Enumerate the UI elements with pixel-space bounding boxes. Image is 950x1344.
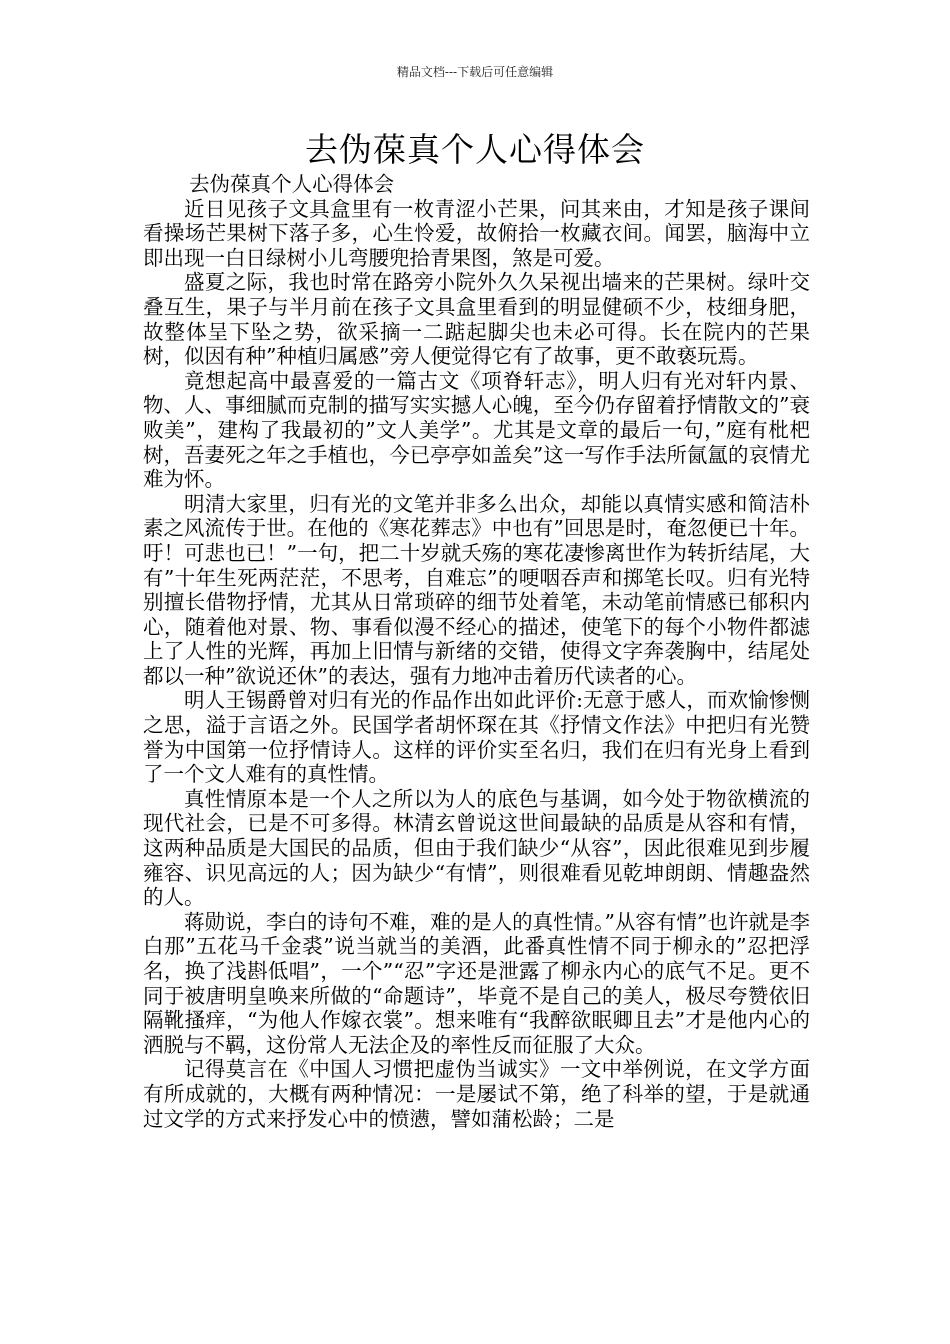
paragraph-1: 近日见孩子文具盒里有一枚青涩小芒果，问其来由，才知是孩子课间看操场芒果树下落子多，心生怜爱，故俯拾一枚藏衣间。闻罢，脑海中立即出现一白日绿树小儿弯腰兜拾青果图，煞是可爱。 xyxy=(143,196,810,270)
paragraph-7: 蒋勋说，李白的诗句不难，难的是人的真性情。”从容有情”也许就是李白那”五花马千金裘”说当就当的美酒，此番真性情不同于柳永的”忍把浮名，换了浅斟低唱”，一个”“忍”字还是泄露了柳永内心的底气不足。更不同于被唐明皇唤来所做的“命题诗”，毕竟不是自己的美人，极尽夸赞依旧隔靴搔痒，“为他人作嫁衣裳”。想来唯有“我醉欲眠卿且去”才是他内心的洒脱与不羁，这份常人无法企及的率性反而征服了大众。 xyxy=(143,909,810,1057)
paragraph-2: 盛夏之际，我也时常在路旁小院外久久呆视出墙来的芒果树。绿叶交叠互生，果子与半月前在孩子文具盒里看到的明显健硕不少，枝细身肥，故整体呈下坠之势，欲采摘一二踮起脚尖也未必可得。长在院内的芒果树，似因有种”种植归属感”旁人便觉得它有了故事，更不敢亵玩焉。 xyxy=(143,270,810,369)
paragraph-4: 明清大家里，归有光的文笔并非多么出众，却能以真情实感和简洁朴素之风流传于世。在他的《寒花葬志》中也有”回思是时，奄忽便已十年。吁！可悲也已！”一句，把二十岁就夭殇的寒花凄惨离世作为转折结尾，大有”十年生死两茫茫，不思考，自难忘”的哽咽吞声和掷笔长叹。归有光特别擅长借物抒情，尤其从日常琐碎的细节处着笔，未动笔前情感已郁积内心，随着他对景、物、事看似漫不经心的描述，使笔下的每个小物件都滤上了人性的光辉，再加上旧情与新绪的交错，使得文字奔袭胸中，结尾处都以一种”欲说还休”的表达，强有力地冲击着历代读者的心。 xyxy=(143,491,810,688)
page-header: 精品文档---下载后可任意编辑 xyxy=(396,65,554,79)
paragraph-8: 记得莫言在《中国人习惯把虚伪当诚实》一文中举例说，在文学方面有所成就的，大概有两种情况：一是屡试不第，绝了科举的望，于是就通过文学的方式来抒发心中的愤懑，譬如蒲松龄；二是 xyxy=(143,1057,810,1131)
document-subtitle: 去伪葆真个人心得体会 xyxy=(189,172,395,196)
paragraph-3: 竟想起高中最喜爱的一篇古文《项脊轩志》，明人归有光对轩内景、物、人、事细腻而克制的描写实实撼人心魄，至今仍存留着抒情散文的”衰败美”，建构了我最初的”文人美学”。尤其是文章的最后一句，”庭有枇杷树，吾妻死之年之手植也，今已亭亭如盖矣”这一写作手法所氤氲的哀情尤难为怀。 xyxy=(143,368,810,492)
paragraph-6: 真性情原本是一个人之所以为人的底色与基调，如今处于物欲横流的现代社会，已是不可多得。林清玄曾说这世间最缺的品质是从容和有情，这两种品质是大国民的品质，但由于我们缺少“从容”，因此很难见到步履雍容、识见高远的人；因为缺少“有情”，则很难看见乾坤朗朗、情趣盎然的人。 xyxy=(143,786,810,910)
document-body xyxy=(143,172,810,1131)
document-title: 去伪葆真个人心得体会 xyxy=(305,130,645,169)
paragraph-5: 明人王锡爵曾对归有光的作品作出如此评价:无意于感人，而欢愉惨恻之思，溢于言语之外。民国学者胡怀琛在其《抒情文作法》中把归有光赞誉为中国第一位抒情诗人。这样的评价实至名归，我们在归有光身上看到了一个文人难有的真性情。 xyxy=(143,688,810,787)
